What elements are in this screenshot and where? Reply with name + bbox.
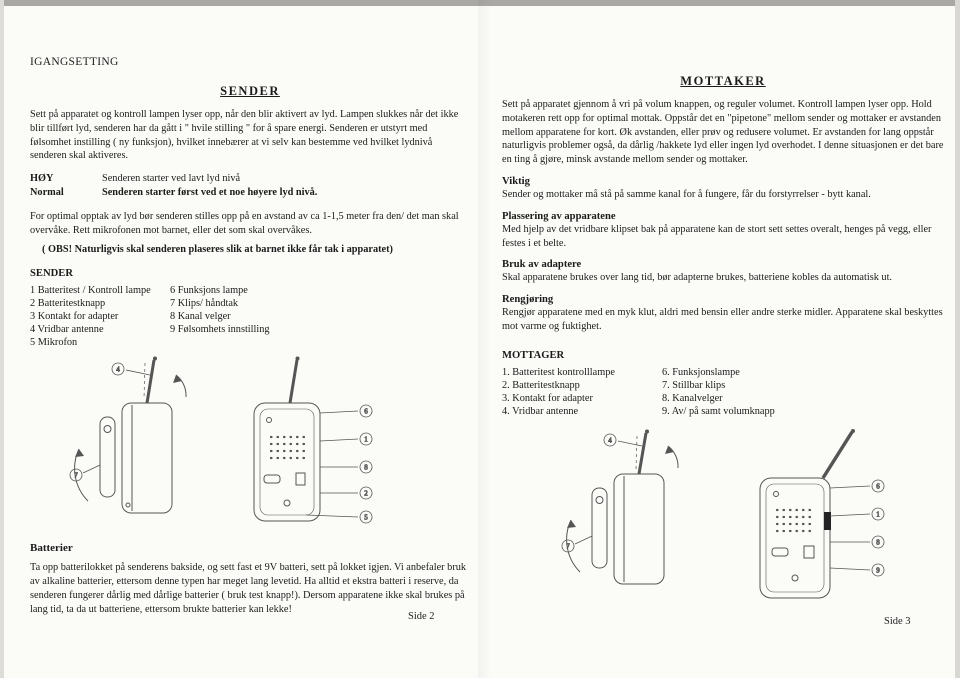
- mottaker-side-callouts: [562, 434, 642, 552]
- callout-number: 7: [74, 471, 78, 480]
- callout-number: 7: [566, 542, 570, 551]
- level-row-hoy: [30, 172, 470, 186]
- callout-number: 8: [876, 538, 880, 547]
- part-item: 4. Vridbar antenne: [502, 406, 579, 418]
- part-item: 9. Av/ på samt volumknapp: [662, 406, 775, 418]
- callout-number: 8: [364, 463, 368, 472]
- page-title-mottaker: MOTTAKER: [680, 74, 766, 88]
- obs-warning: ( OBS! Naturligvis skal senderen plaseres slik at barnet ikke får tak i apparatet): [42, 243, 393, 255]
- mottaker-front-view: [760, 429, 855, 598]
- level-label: HØY: [30, 173, 54, 185]
- sender-parts-title: SENDER: [30, 267, 73, 279]
- part-item: 6. Funksjonslampe: [662, 366, 740, 378]
- sender-device-illustration: [58, 353, 410, 539]
- sender-side-callouts: [70, 363, 150, 481]
- battery-paragraph: Ta opp batterilokket på senderens bakside, og sett fast et 9V batteri, sett på lokket igjen. Vi anbefaler bruk av alkaline batterier, ettersom denne typen har meget lang levetid. Ha alltid et ekstra batteri i reserve, da senderen fungerer dårlig med dårlige batterier ( bruk test knapp!). Dersom apparatene ikke skal brukes på lang tid, ta da ut batteriene, ettersom brukte batterier kan lekke!: [30, 562, 467, 615]
- mottaker-parts-list: [502, 366, 944, 419]
- mottaker-parts-title: MOTTAGER: [502, 349, 565, 361]
- callout-number: 1: [364, 435, 368, 444]
- section-heading-viktig: Viktig: [502, 175, 530, 187]
- part-item: 7 Klips/ håndtak: [170, 297, 239, 309]
- optimal-placement-paragraph: For optimal opptak av lyd bør senderen stilles opp på en avstand av ca 1-1,5 meter fra den/ det man skal overvåke. Rett mikrofonen mot barnet, eller det som skal overvåkes.: [30, 210, 459, 236]
- scan-edge-right: [955, 0, 960, 678]
- part-item: 8. Kanalvelger: [662, 393, 723, 405]
- callout-number: 2: [364, 489, 368, 498]
- page-number-side-3: Side 3: [884, 616, 911, 627]
- section-text: Rengjør apparatene med en myk klut, aldri med bensin eller andre sterke midler. Apparatene skal beskyttes mot varme og fuktighet.: [502, 307, 943, 332]
- part-item: 4 Vridbar antenne: [30, 324, 104, 336]
- level-text: Senderen starter først ved et noe høyere lyd nivå.: [102, 187, 318, 199]
- part-item: 2 Batteritestknapp: [30, 297, 106, 309]
- mottaker-front-callouts: [830, 480, 884, 576]
- scan-edge-left: [0, 0, 4, 678]
- section-header: IGANGSETTING: [30, 56, 119, 68]
- page-fold-shadow: [478, 0, 492, 678]
- parts-column-2: [662, 366, 775, 419]
- section-heading-adaptere: Bruk av adaptere: [502, 259, 582, 271]
- part-item: 3. Kontakt for adapter: [502, 393, 593, 405]
- part-item: 3 Kontakt for adapter: [30, 310, 119, 322]
- part-item: 1 Batteritest / Kontroll lampe: [30, 284, 151, 296]
- mottaker-intro-paragraph: Sett på apparatet gjennom å vri på volum knappen, og reguler volumet. Kontroll lampen lyser opp. Hold motakeren rett opp for optimal mottak. Oppstår det en "pipetone" mellom sender og mottaker er avstanden mellom apparatene for kort. Øk avstanden, eller prøv og redusere volumet. Er avstanden for lang oppstår naturligvis problemer også, da dårlig /hakkete lyd eller ingen lyd overhodet. I denne situasjonen er det bare en ting å gjøre, minsk avstande mellom sender og mottaker.: [502, 99, 944, 166]
- battery-section-title: Batterier: [30, 542, 73, 555]
- part-item: 2. Batteritestknapp: [502, 379, 580, 391]
- page-side-2: [30, 56, 470, 617]
- level-label: Normal: [30, 187, 64, 199]
- sender-front-callouts: [306, 405, 372, 523]
- sender-parts-list: [30, 284, 470, 350]
- part-item: 7. Stillbar klips: [662, 379, 726, 391]
- level-text: Senderen starter ved lavt lyd nivå: [102, 173, 241, 185]
- section-heading-plassering: Plassering av apparatene: [502, 210, 616, 222]
- callout-number: 4: [608, 436, 612, 445]
- part-item: 8 Kanal velger: [170, 310, 231, 322]
- sender-side-view: [75, 357, 186, 514]
- sender-intro-paragraph: Sett på apparatet og kontroll lampen lyser opp, når den blir aktivert av lyd. Lampen slukkes når det ikke blir tillført lyd, senderen har da gått i " hvile stilling " for å spare energi. Senderen er utstyrt med følsomhet instilling ( ny funksjon), hvilket innebærer at vi selv kan bestemme ved hvilket lydnivå senderen skal aktiveres.: [30, 109, 459, 162]
- page-number-side-2: Side 2: [408, 611, 435, 622]
- mottaker-side-view: [567, 430, 678, 585]
- parts-column-1: [30, 284, 170, 350]
- callout-number: 4: [116, 365, 120, 374]
- parts-column-1: [502, 366, 662, 419]
- part-item: 9 Følsomhets innstilling: [170, 324, 270, 336]
- sensitivity-levels: [30, 172, 470, 200]
- part-item: 5 Mikrofon: [30, 337, 78, 349]
- parts-column-2: [170, 284, 270, 350]
- part-item: 6 Funksjons lampe: [170, 284, 248, 296]
- callout-number: 1: [876, 510, 880, 519]
- page-title-sender: SENDER: [220, 84, 280, 98]
- mottaker-device-illustration: [536, 426, 936, 608]
- callout-number: 6: [876, 482, 880, 491]
- section-text: Med hjelp av det vridbare klipset bak på apparatene kan de stort sett settes overalt, henges på vegg, eller festes i et belte.: [502, 223, 932, 249]
- callout-number: 5: [364, 513, 368, 522]
- level-row-normal: [30, 186, 470, 200]
- section-heading-rengjoring: Rengjøring: [502, 294, 554, 306]
- part-item: 1. Batteritest kontrolllampe: [502, 366, 615, 378]
- section-text: Skal apparatene brukes over lang tid, bør adapterne brukes, batteriene kobles da automatisk ut.: [502, 272, 893, 284]
- section-text: Sender og mottaker må stå på samme kanal for å fungere, får du forstyrrelser - bytt kanal.: [502, 188, 871, 200]
- callout-number: 9: [876, 566, 880, 575]
- page-side-3: [502, 74, 944, 608]
- sender-front-view: [254, 357, 320, 522]
- callout-number: 6: [364, 407, 368, 416]
